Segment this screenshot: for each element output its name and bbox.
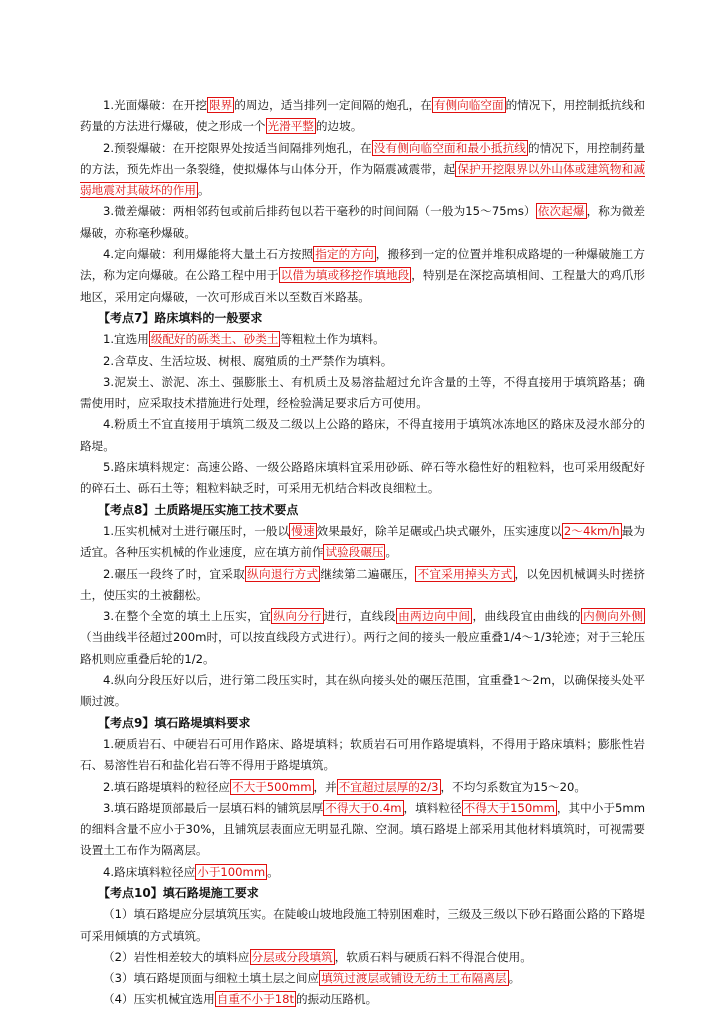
text-run: 2.碾压一段终了时，宜采取 xyxy=(103,566,246,581)
text-run: （4）压实机械宜选用 xyxy=(103,992,215,1007)
text-run: 5.路床填料规定：高速公路、一级公路路床填料宜采用砂砾、碎石等水稳性好的粗粒料，也可采用级配好的碎石土、砾石土等；粗粒料缺乏时，可采用无机结合料改良细粒土。 xyxy=(80,460,645,496)
highlighted-term: 纵向退行方式 xyxy=(247,566,319,581)
paragraph xyxy=(80,947,645,968)
text-run: 1.光面爆破：在开挖 xyxy=(103,98,208,112)
section-heading xyxy=(80,713,645,734)
highlighted-term: 指定的方向 xyxy=(315,247,374,262)
text-run: ，特别是在深挖高填相间、工程量大的鸡爪形地区，采用定向爆破，一次可形成百米以至数百米路基。 xyxy=(80,268,645,304)
highlighted-term: 2～4km/h xyxy=(563,523,620,538)
paragraph xyxy=(80,414,645,457)
paragraph xyxy=(80,989,645,1010)
paragraph xyxy=(80,777,645,798)
text-run: 【考点10】填石路堤施工要求 xyxy=(98,885,259,900)
highlighted-term: 依次起爆 xyxy=(537,204,585,219)
paragraph xyxy=(80,521,645,564)
text-run: ，称为微差爆破，亦称毫秒爆破。 xyxy=(80,204,645,240)
paragraph xyxy=(80,606,645,670)
highlighted-term: 自重不小于18t xyxy=(216,992,295,1007)
text-run: ，填料粒径 xyxy=(403,800,462,815)
text-run: ，并 xyxy=(313,779,337,794)
text-run: 的边坡。 xyxy=(315,119,363,134)
highlighted-term: 级配好的砾类土、砂类土 xyxy=(150,332,279,347)
highlighted-term: 保护开挖限界以外山体或建筑物和减弱地震对其破坏的作用 xyxy=(80,161,645,198)
paragraph xyxy=(80,351,645,372)
text-run: 1.宜选用 xyxy=(103,332,149,347)
highlighted-term: 慢速 xyxy=(291,523,315,538)
highlighted-term: 光滑平整 xyxy=(267,119,314,134)
paragraph xyxy=(80,329,645,350)
highlighted-term: 试验段碾压 xyxy=(325,545,384,560)
highlighted-term: 分层或分段填筑 xyxy=(251,949,333,964)
highlighted-term: 没有侧向临空面和最小抵抗线 xyxy=(373,140,526,155)
highlighted-term: 不得大于150mm xyxy=(463,800,555,815)
text-run: 【考点7】路床填料的一般要求 xyxy=(98,310,263,325)
text-run: 4.路床填料粒径应 xyxy=(103,864,196,879)
text-run: 2.含草皮、生活垃圾、树根、腐殖质的土严禁作为填料。 xyxy=(103,353,393,368)
highlighted-term: 不宜采用掉头方式 xyxy=(417,566,513,581)
text-run: 1.压实机械对土进行碾压时，一般以 xyxy=(103,523,290,538)
text-run: 。 xyxy=(385,545,398,560)
paragraph xyxy=(80,564,645,607)
text-run: 2.填石路堤填料的粒径应 xyxy=(103,779,230,794)
highlighted-term: 小于100mm xyxy=(197,864,266,879)
text-run: 等粗粒土作为填料。 xyxy=(280,332,385,347)
text-run: 的情况下，用控制抵抗线和药量的方法进行爆破，使之形成一个 xyxy=(80,98,645,134)
text-run: ，搬移到一定的位置并堆积成路堤的一种爆破施工方法，称为定向爆破。在公路工程中用于 xyxy=(80,247,645,283)
highlighted-term: 由两边向中间 xyxy=(398,609,471,624)
paragraph xyxy=(80,734,645,777)
highlighted-term: 有侧向临空面 xyxy=(433,98,504,112)
text-run: 最为适宜。各种压实机械的作业速度，应在填方前作 xyxy=(80,523,645,560)
text-run: ，以免因机械调头时搓挤土，使压实的土被翻松。 xyxy=(80,566,645,602)
text-run: 。 xyxy=(197,183,210,198)
text-run: （1）填石路堤应分层填筑压实。在陡峻山坡地段施工特别困难时，三级及三级以下砂石路面公路的下路堤可采用倾填的方式填筑。 xyxy=(80,907,645,943)
paragraph xyxy=(80,457,645,500)
text-run: 进行，直线段 xyxy=(323,609,397,624)
text-run: 【考点8】土质路堤压实施工技术要点 xyxy=(98,502,299,517)
paragraph xyxy=(80,372,645,415)
text-run: 。 xyxy=(267,864,279,879)
paragraph xyxy=(80,798,645,862)
paragraph xyxy=(80,904,645,947)
paragraph xyxy=(80,670,645,713)
text-run: （当曲线半径超过200m时，可以按直线段方式进行）。两行之间的接头一般应重叠1/4～1/3轮迹；对于三轮压路机则应重叠后轮的1/2。 xyxy=(80,630,645,666)
highlighted-term: 内侧向外侧 xyxy=(583,609,643,624)
section-heading xyxy=(80,500,645,521)
text-run: 4.粉质土不宜直接用于填筑二级及二级以上公路的路床，不得直接用于填筑冰冻地区的路床及浸水部分的路堤。 xyxy=(80,417,645,453)
text-run: 。 xyxy=(508,971,521,986)
paragraph xyxy=(80,201,645,244)
text-run: ，软质石料与硬质石料不得混合使用。 xyxy=(334,949,532,964)
highlighted-term: 不宜超过层厚的2/3 xyxy=(338,779,439,794)
text-run: （2）岩性相差较大的填料应 xyxy=(103,949,250,964)
text-run: 【考点9】填石路堤填料要求 xyxy=(98,715,251,730)
paragraph xyxy=(80,244,645,308)
section-heading xyxy=(80,308,645,329)
highlighted-term: 以借为填或移挖作填地段 xyxy=(280,268,410,283)
paragraph xyxy=(80,862,645,883)
text-run: 4.纵向分段压好以后，进行第二段压实时，其在纵向接头处的碾压范围，宜重叠1～2m，以确保接头处平顺过渡。 xyxy=(80,673,645,709)
text-run: ，其中小于5mm的细料含量不应小于30%，且铺筑层表面应无明显孔隙、空洞。填石路堤上部采用其他材料填筑时，可视需要设置土工布作为隔离层。 xyxy=(80,800,645,858)
text-run: 4.定向爆破：利用爆能将大量土石方按照 xyxy=(103,247,314,262)
highlighted-term: 不得大于0.4m xyxy=(325,800,402,815)
text-run: 3.填石路堤顶部最后一层填石料的铺筑层厚 xyxy=(103,800,324,815)
text-run: 3.泥炭土、淤泥、冻土、强膨胀土、有机质土及易溶盐超过允许含量的土等，不得直接用于填筑路基；确需使用时，应采取技术措施进行处理，经检验满足要求后方可使用。 xyxy=(80,374,645,411)
highlighted-term: 不大于500mm xyxy=(232,779,312,794)
text-run: 效果最好，除羊足碾或凸块式碾外，压实速度以 xyxy=(316,523,562,538)
paragraph xyxy=(80,968,645,989)
paragraph xyxy=(80,95,645,138)
text-run: 3.在整个全宽的填土上压实，宜 xyxy=(103,609,272,624)
section-heading xyxy=(80,883,645,904)
text-run: ，不均匀系数宜为15～20。 xyxy=(440,779,586,794)
text-run: 的情况下，用控制药量的方法，预先炸出一条裂缝，使拟爆体与山体分开，作为隔震减震带，起 xyxy=(80,140,645,176)
paragraph xyxy=(80,138,645,202)
text-run: 3.微差爆破：两相邻药包或前后排药包以若干毫秒的时间间隔（一般为15～75ms） xyxy=(103,204,536,219)
text-run: ，曲线段宜由曲线的 xyxy=(472,609,582,624)
highlighted-term: 纵向分行 xyxy=(273,609,322,624)
text-run: 1.硬质岩石、中硬岩石可用作路床、路堤填料；软质岩石可用作路堤填料，不得用于路床填料；膨胀性岩石、易溶性岩石和盐化岩石等不得用于路堤填筑。 xyxy=(80,736,645,773)
text-run: （3）填石路堤顶面与细粒土填土层之间应 xyxy=(103,971,320,986)
highlighted-term: 限界 xyxy=(209,98,233,112)
text-run: 的振动压路机。 xyxy=(296,992,378,1007)
text-run: 的周边，适当排列一定间隔的炮孔，在 xyxy=(234,98,432,112)
document-page xyxy=(80,95,645,1011)
highlighted-term: 填筑过渡层或铺设无纺土工布隔离层 xyxy=(321,971,507,986)
text-run: 2.预裂爆破：在开挖限界处按适当间隔排列炮孔，在 xyxy=(103,140,372,155)
text-run: 继续第二遍碾压， xyxy=(320,566,416,581)
